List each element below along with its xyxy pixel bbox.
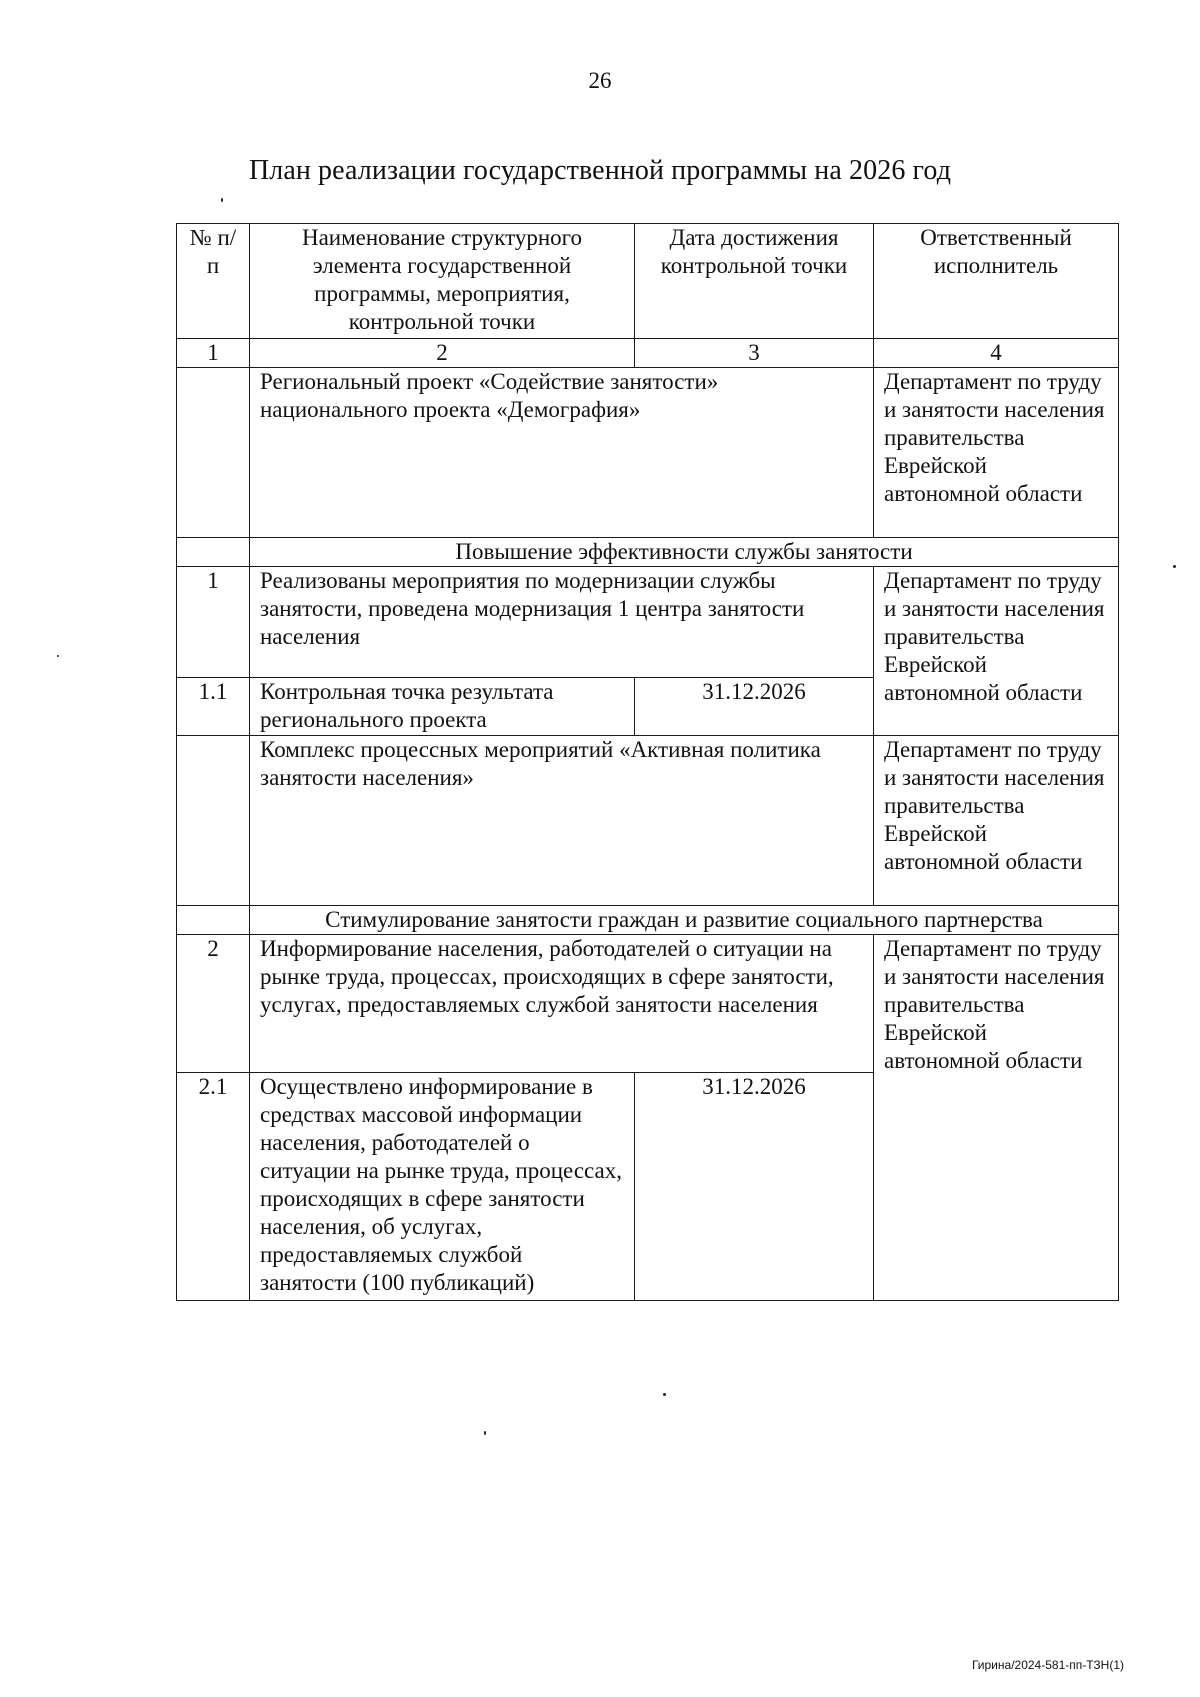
row-name: Региональный проект «Содействие занятости» национального проекта «Демография» [250, 368, 874, 538]
row-name: Контрольная точка результата регионального проекта [250, 678, 635, 736]
row-num: 2.1 [177, 1073, 250, 1301]
row-responsible: Департамент по труду и занятости населения правительства Еврейской автономной области [874, 368, 1119, 538]
table-row [177, 935, 1119, 1073]
table-row [177, 736, 1119, 906]
row-name: Реализованы мероприятия по модернизации службы занятости, проведена модернизация 1 центра занятости населения [250, 567, 874, 678]
scan-speck [221, 198, 223, 202]
section-heading: Повышение эффективности службы занятости [250, 538, 1119, 567]
header-num: № п/п [177, 224, 250, 339]
section-row [177, 906, 1119, 935]
table-header-row [177, 224, 1119, 339]
section-heading: Стимулирование занятости граждан и развитие социального партнерства [250, 906, 1119, 935]
page-number: 26 [588, 68, 612, 93]
row-num [177, 736, 250, 906]
column-number: 3 [635, 339, 874, 368]
scan-speck [663, 1393, 666, 1396]
plan-table [176, 223, 1119, 1301]
row-num: 2 [177, 935, 250, 1073]
section-num-cell [177, 538, 250, 567]
row-name: Информирование населения, работодателей о ситуации на рынке труда, процессах, происходящих в сфере занятости, услугах, предоставляемых службой занятости населения [250, 935, 874, 1073]
table-row [177, 368, 1119, 538]
section-row [177, 538, 1119, 567]
header-date: Дата достижения контрольной точки [635, 224, 874, 339]
table-row [177, 567, 1119, 678]
column-number: 2 [250, 339, 635, 368]
row-num [177, 368, 250, 538]
header-responsible: Ответственный исполнитель [874, 224, 1119, 339]
row-name: Комплекс процессных мероприятий «Активная политика занятости населения» [250, 736, 874, 906]
footer-document-code: Гирина/2024-581-пп-ТЗН(1) [971, 1658, 1124, 1672]
document-title: План реализации государственной программы на 2026 год [248, 155, 952, 186]
column-number: 1 [177, 339, 250, 368]
row-name: Осуществлено информирование в средствах массовой информации населения, работодателей о ситуации на рынке труда, процессах, происходящих в сфере занятости населения, об услугах, предоставляемых службой занятости (100 публикаций) [250, 1073, 635, 1301]
row-num: 1.1 [177, 678, 250, 736]
row-date: 31.12.2026 [635, 678, 874, 736]
row-responsible: Департамент по труду и занятости населения правительства Еврейской автономной области [874, 935, 1119, 1301]
row-num: 1 [177, 567, 250, 678]
row-date: 31.12.2026 [635, 1073, 874, 1301]
row-responsible: Департамент по труду и занятости населения правительства Еврейской автономной области [874, 567, 1119, 736]
section-num-cell [177, 906, 250, 935]
scan-speck [57, 655, 59, 657]
scan-speck [1173, 565, 1176, 568]
column-number: 4 [874, 339, 1119, 368]
row-responsible: Департамент по труду и занятости населения правительства Еврейской автономной области [874, 736, 1119, 906]
scan-speck [484, 1431, 486, 1435]
column-numbers-row [177, 339, 1119, 368]
header-name: Наименование структурного элемента государственной программы, мероприятия, контрольной точки [250, 224, 635, 339]
